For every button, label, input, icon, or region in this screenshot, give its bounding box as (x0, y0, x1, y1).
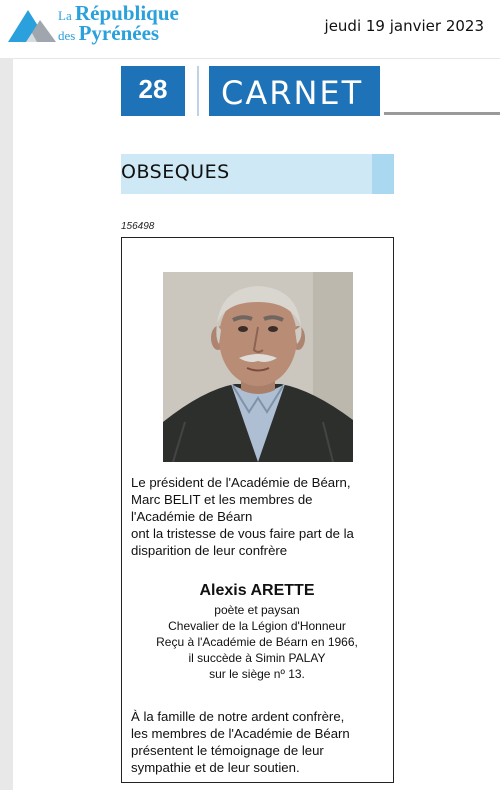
notice-intro (131, 474, 393, 559)
intro-line: Le président de l'Académie de Béarn, (131, 475, 351, 490)
intro-line: Marc BELIT et les membres de (131, 492, 313, 507)
detail-line: poète et paysan (214, 603, 300, 617)
portrait-image (163, 272, 353, 462)
notice-closing (131, 708, 393, 776)
brand-wordmark[interactable] (58, 1, 179, 46)
header-divider (197, 66, 199, 116)
portrait-photo (163, 272, 353, 462)
intro-line: disparition de leur confrère (131, 543, 288, 558)
closing-line: les membres de l'Académie de Béarn (131, 726, 350, 741)
rubric-label: OBSEQUES (121, 161, 230, 183)
intro-line: l'Académie de Béarn (131, 509, 253, 524)
publication-date: jeudi 19 janvier 2023 (324, 17, 484, 35)
section-rule (384, 112, 500, 115)
mountain-logo-icon[interactable] (6, 6, 58, 46)
deceased-name: Alexis ARETTE (199, 582, 315, 599)
detail-line: Chevalier de la Légion d'Honneur (168, 619, 346, 633)
detail-line: il succède à Simin PALAY (188, 651, 326, 665)
logo-la: La (58, 8, 72, 23)
logo-pyrenees: Pyrénées (78, 21, 160, 45)
logo-des: des (58, 28, 76, 43)
rubric-banner (121, 154, 394, 194)
deceased-details (122, 602, 392, 682)
closing-line: présentent le témoignage de leur (131, 743, 324, 758)
logo-republique: République (74, 1, 179, 25)
left-gutter (0, 58, 13, 790)
page-number: 28 (121, 66, 185, 116)
obituary-notice (121, 237, 394, 783)
intro-line: ont la tristesse de vous faire part de la (131, 526, 354, 541)
section-title: CARNET (209, 66, 380, 116)
notice-reference: 156498 (121, 221, 155, 232)
masthead (0, 0, 500, 59)
detail-line: Reçu à l'Académie de Béarn en 1966, (156, 635, 358, 649)
closing-line: À la famille de notre ardent confrère, (131, 709, 345, 724)
closing-line: sympathie et de leur soutien. (131, 760, 300, 775)
detail-line: sur le siège nº 13. (209, 667, 305, 681)
